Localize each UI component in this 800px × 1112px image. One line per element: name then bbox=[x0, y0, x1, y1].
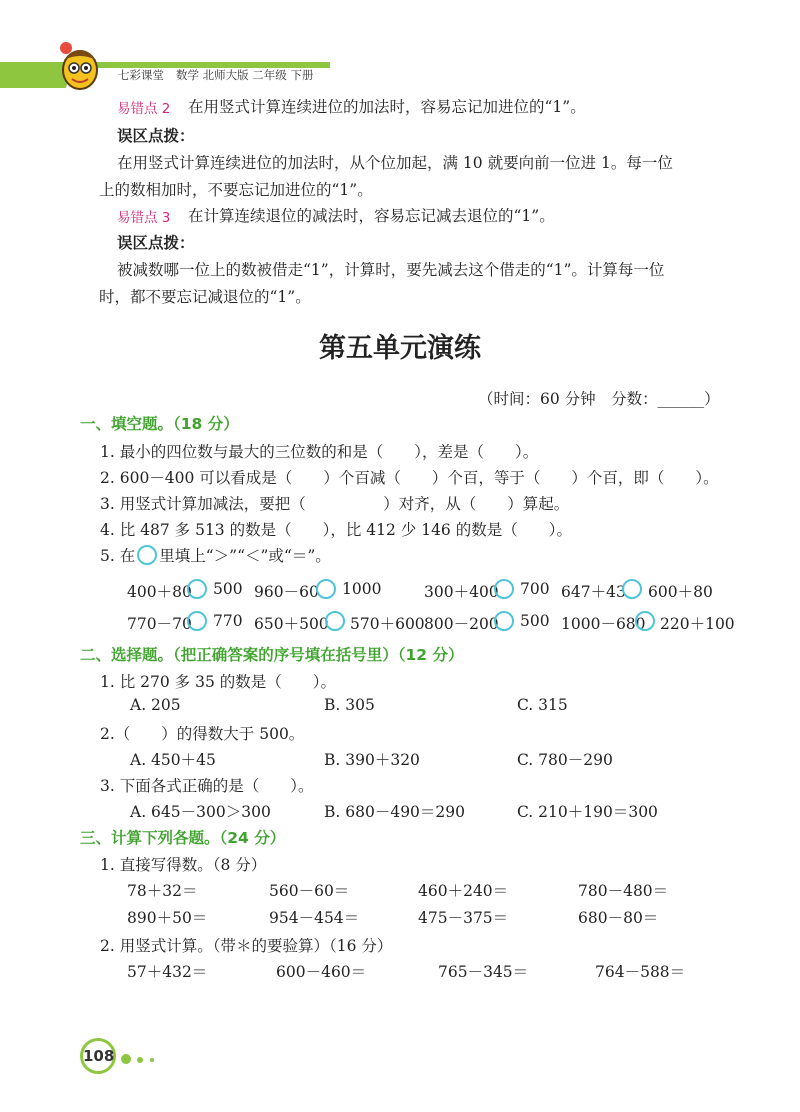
cmp-right: 770 bbox=[213, 612, 243, 630]
tip3-line1: 被减数哪一位上的数被借走“1”，计算时，要先减去这个借走的“1”。计算每一位 bbox=[117, 261, 665, 279]
calc-item: 475－375＝ bbox=[418, 909, 509, 927]
tip2-text: 在用竖式计算连续进位的加法时，容易忘记加进位的“1”。 bbox=[188, 98, 586, 116]
header-subject: 数学 北师大版 二年级 下册 bbox=[176, 68, 314, 82]
page-number: 108 bbox=[83, 1047, 115, 1065]
sec2-q1-option-c: C. 315 bbox=[517, 696, 568, 714]
sec2-q1-option-a: A. 205 bbox=[130, 696, 181, 714]
cmp-left: 960－60 bbox=[254, 583, 319, 601]
calc-item: 460＋240＝ bbox=[418, 882, 509, 900]
header-series: 七彩课堂 bbox=[118, 68, 164, 82]
cmp-left: 770－70 bbox=[127, 615, 192, 633]
dot-decoration bbox=[121, 1054, 131, 1064]
cmp-left: 300＋400 bbox=[424, 583, 499, 601]
time-info: （时间：60 分钟 分数：______） bbox=[478, 390, 720, 408]
sec2-q2: 2.（ ）的得数大于 500。 bbox=[100, 725, 305, 743]
compare-circle[interactable] bbox=[622, 579, 642, 599]
compare-circle[interactable] bbox=[187, 611, 207, 631]
compare-circle[interactable] bbox=[187, 579, 207, 599]
calc-item: 764－588＝ bbox=[595, 963, 686, 981]
calc-item: 600－460＝ bbox=[276, 963, 367, 981]
sec3-heading: 三、计算下列各题。（24 分） bbox=[80, 829, 286, 847]
sec3-q2: 2. 用竖式计算。（带＊的要验算）（16 分） bbox=[100, 937, 393, 955]
sec2-heading: 二、选择题。（把正确答案的序号填在括号里）（12 分） bbox=[80, 646, 464, 664]
dot-decoration bbox=[137, 1057, 143, 1063]
sec1-q1: 1. 最小的四位数与最大的三位数的和是（ ），差是（ ）。 bbox=[100, 443, 539, 461]
tip3-text: 在计算连续退位的减法时，容易忘记减去退位的“1”。 bbox=[188, 207, 555, 225]
compare-circle[interactable] bbox=[325, 611, 345, 631]
calc-item: 78＋32＝ bbox=[127, 882, 198, 900]
compare-circle[interactable] bbox=[316, 579, 336, 599]
tip2-label: 易错点 2 bbox=[117, 101, 171, 117]
cmp-right: 500 bbox=[213, 580, 243, 598]
compare-circle[interactable] bbox=[635, 611, 655, 631]
dot-decoration bbox=[150, 1058, 154, 1062]
cmp-right: 600＋80 bbox=[648, 583, 713, 601]
sec2-q2-option-b: B. 390＋320 bbox=[324, 751, 420, 769]
calc-item: 560－60＝ bbox=[269, 882, 350, 900]
sec1-q2: 2. 600－400 可以看成是（ ）个百减（ ）个百，等于（ ）个百，即（ ）。 bbox=[100, 469, 719, 487]
cmp-right: 700 bbox=[520, 580, 550, 598]
calc-item: 680－80＝ bbox=[578, 909, 659, 927]
mascot-logo bbox=[54, 38, 106, 94]
calc-item: 954－454＝ bbox=[269, 909, 360, 927]
answer-circle-icon bbox=[137, 545, 157, 565]
sec2-q2-option-c: C. 780－290 bbox=[517, 751, 613, 769]
sec1-q3: 3. 用竖式计算加减法，要把（ ）对齐，从（ ）算起。 bbox=[100, 495, 570, 513]
tip2-line1: 在用竖式计算连续进位的加法时，从个位加起，满 10 就要向前一位进 1。每一位 bbox=[117, 154, 673, 172]
tip2-line2: 上的数相加时，不要忘记加进位的“1”。 bbox=[99, 181, 373, 199]
sec2-q1-option-b: B. 305 bbox=[324, 696, 375, 714]
cmp-right: 1000 bbox=[342, 580, 382, 598]
page-number-badge bbox=[80, 1038, 116, 1074]
cmp-left: 1000－680 bbox=[561, 615, 646, 633]
sec1-q5-suffix: 里填上“＞”“＜”或“＝”。 bbox=[159, 547, 331, 565]
sec2-q3-option-b: B. 680－490＝290 bbox=[324, 803, 465, 821]
sec2-q3-option-c: C. 210＋190＝300 bbox=[517, 803, 658, 821]
sec1-heading: 一、填空题。（18 分） bbox=[80, 415, 239, 433]
tip3-line2: 时，都不要忘记减退位的“1”。 bbox=[99, 288, 311, 306]
cmp-right: 500 bbox=[520, 612, 550, 630]
tip3-label: 易错点 3 bbox=[117, 210, 171, 226]
cmp-left: 650＋500 bbox=[254, 615, 329, 633]
calc-item: 765－345＝ bbox=[438, 963, 529, 981]
cmp-left: 400＋80 bbox=[127, 583, 192, 601]
sec1-q5-prefix: 5. 在 bbox=[100, 547, 136, 565]
cmp-right: 570＋600 bbox=[350, 615, 425, 633]
calc-item: 890＋50＝ bbox=[127, 909, 208, 927]
calc-item: 57＋432＝ bbox=[127, 963, 208, 981]
calc-item: 780－480＝ bbox=[578, 882, 669, 900]
sec2-q2-option-a: A. 450＋45 bbox=[130, 751, 216, 769]
sec1-q5 bbox=[100, 544, 331, 566]
cmp-left: 800－200 bbox=[424, 615, 499, 633]
page-title: 第五单元演练 bbox=[319, 333, 481, 364]
tip2-heading: 误区点拨： bbox=[117, 127, 195, 145]
cmp-left: 647＋43 bbox=[561, 583, 626, 601]
compare-circle[interactable] bbox=[494, 611, 514, 631]
sec3-q1: 1. 直接写得数。（8 分） bbox=[100, 856, 267, 874]
sec2-q3-option-a: A. 645－300＞300 bbox=[130, 803, 271, 821]
sec2-q1: 1. 比 270 多 35 的数是（ ）。 bbox=[100, 673, 336, 691]
compare-circle[interactable] bbox=[494, 579, 514, 599]
sec1-q4: 4. 比 487 多 513 的数是（ ），比 412 少 146 的数是（ ）。 bbox=[100, 521, 572, 539]
cmp-right: 220＋100 bbox=[660, 615, 735, 633]
tip3-heading: 误区点拨： bbox=[117, 234, 195, 252]
sec2-q3: 3. 下面各式正确的是（ ）。 bbox=[100, 777, 314, 795]
